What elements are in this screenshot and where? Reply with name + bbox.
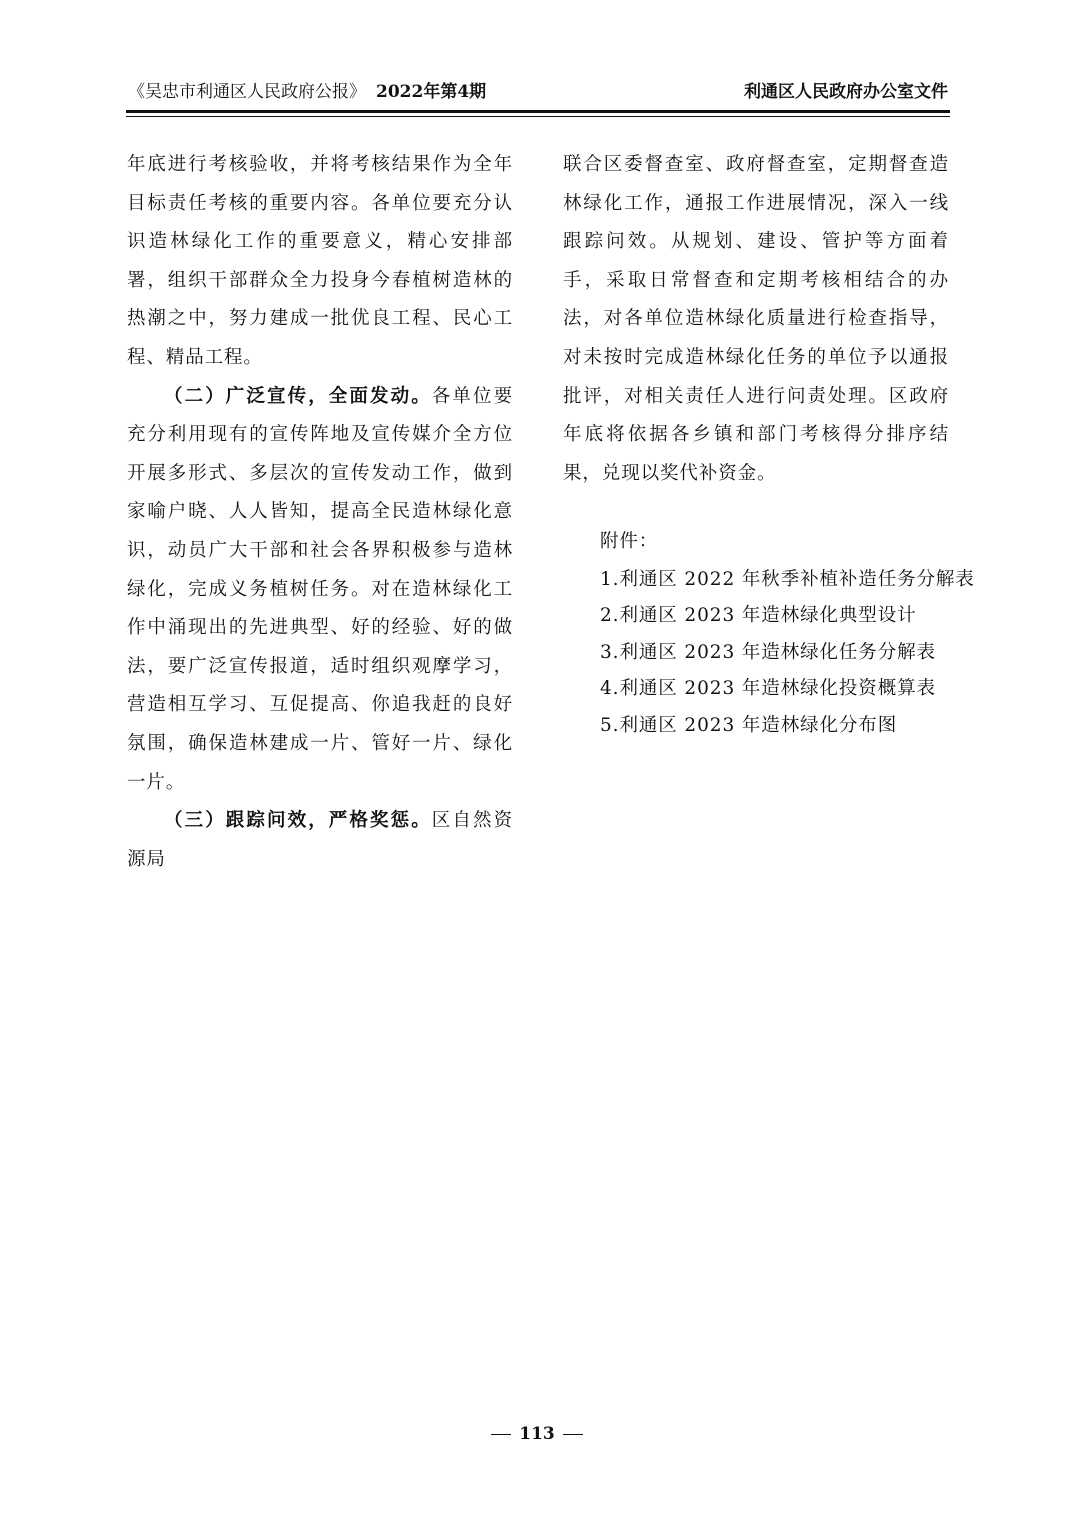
journal-title: 《吴忠市利通区人民政府公报》 — [128, 82, 366, 102]
issue-label: 2022年第4期 — [376, 82, 487, 102]
footer-dash-left — [491, 1434, 511, 1435]
attachment-item: 4.利通区 2023 年造林绿化投资概算表 — [600, 678, 936, 700]
header-office-label: 利通区人民政府办公室文件 — [744, 82, 948, 102]
header-rule-thick — [126, 110, 950, 113]
attachments-block — [563, 523, 975, 744]
section-2-body: 各单位要充分利用现有的宣传阵地及宣传媒介全方位开展多形式、多层次的宣传发动工作，做到家喻户晓、人人皆知，提高全民造林绿化意识，动员广大干部和社会各界积极参与造林绿化，完成义务植树任务。对在造林绿化工作中涌现出的先进典型、好的经验、好的做法，要广泛宣传报道，适时组织观摩学习，营造相互学习、互促提高、你追我赶的良好氛围，确保造林建成一片、管好一片、绿化一片。 — [127, 385, 513, 793]
section-2-heading: （二）广泛宣传，全面发动。 — [164, 385, 432, 407]
attachment-item: 5.利通区 2023 年造林绿化分布图 — [600, 714, 898, 736]
left-column — [127, 146, 513, 879]
paragraph-continued: 年底进行考核验收，并将考核结果作为全年目标责任考核的重要内容。各单位要充分认识造林绿化工作的重要意义，精心安排部署，组织干部群众全力投身今春植树造林的热潮之中，努力建成一批优良工程、民心工程、精品工程。 — [127, 154, 513, 368]
paragraph-section-2 — [127, 378, 513, 803]
section-3-heading: （三）跟踪问效，严格奖惩。 — [164, 810, 432, 832]
header-rule-thin — [126, 116, 950, 117]
right-column — [563, 146, 975, 744]
page-number: 113 — [519, 1424, 555, 1444]
attachments-label: 附件： — [600, 531, 659, 553]
paragraph-section-3-continued: 联合区委督查室、政府督查室，定期督查造林绿化工作，通报工作进展情况，深入一线跟踪问效。从规划、建设、管护等方面着手，采取日常督查和定期考核相结合的办法，对各单位造林绿化质量进行检查指导，对未按时完成造林绿化任务的单位予以通报批评，对相关责任人进行问责处理。区政府年底将依据各乡镇和部门考核得分排序结果，兑现以奖代补资金。 — [563, 154, 949, 484]
page-header — [128, 78, 948, 106]
page-footer — [0, 1422, 1074, 1446]
paragraph-section-3 — [127, 802, 513, 879]
attachment-item: 2.利通区 2023 年造林绿化典型设计 — [600, 605, 917, 627]
attachment-item: 1.利通区 2022 年秋季补植补造任务分解表 — [600, 568, 975, 590]
section-3-body: 区自然资源局 — [127, 810, 513, 870]
footer-dash-right — [563, 1434, 583, 1435]
header-journal — [128, 78, 486, 106]
attachment-item: 3.利通区 2023 年造林绿化任务分解表 — [600, 641, 936, 663]
